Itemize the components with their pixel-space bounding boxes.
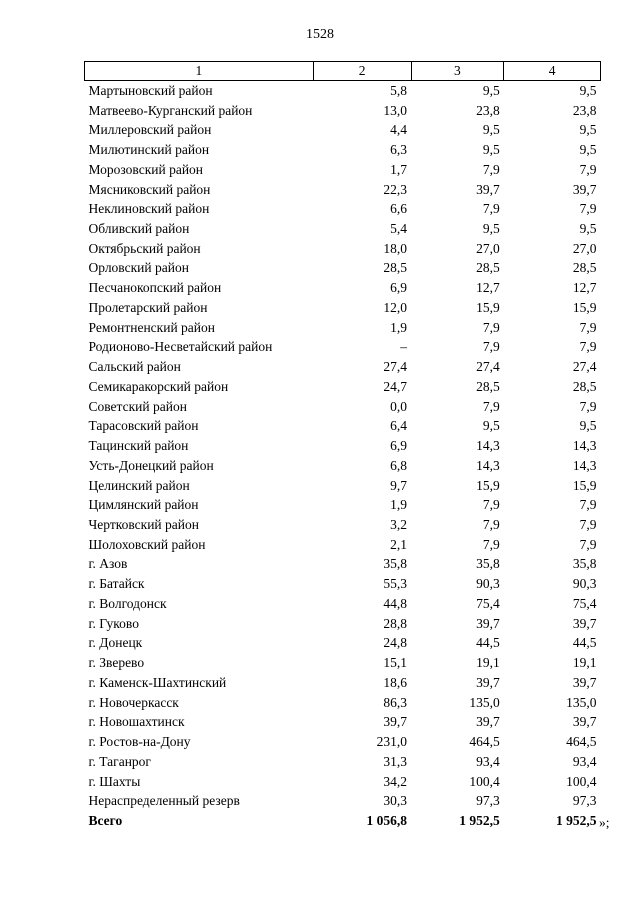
row-value: 13,0	[383, 102, 407, 118]
allocation-table	[84, 61, 601, 831]
row-value: 9,5	[482, 82, 500, 98]
row-value: 97,3	[572, 793, 597, 809]
table-row	[85, 574, 601, 594]
row-label: Милютинский район	[88, 142, 210, 158]
row-value: 35,8	[383, 556, 407, 572]
table-row	[85, 772, 601, 792]
row-value: 14,3	[476, 457, 500, 473]
row-value: 27,4	[383, 359, 407, 375]
row-value: 1,9	[390, 319, 407, 335]
row-value: 7,9	[482, 517, 500, 533]
table-row	[85, 416, 601, 436]
row-value: 12,7	[572, 280, 597, 296]
row-value: 30,3	[383, 793, 407, 809]
row-value: 7,9	[579, 536, 597, 552]
row-value: 7,9	[579, 161, 597, 177]
row-value: 1 952,5	[556, 813, 597, 829]
row-value: 9,5	[579, 122, 597, 138]
row-value: 14,3	[476, 438, 500, 454]
row-label: Неклиновский район	[88, 201, 210, 217]
table-row	[85, 357, 601, 377]
row-label: Тарасовский район	[88, 418, 199, 434]
row-value: 7,9	[482, 398, 500, 414]
row-value: 6,4	[390, 418, 407, 434]
row-value: 0,0	[390, 398, 407, 414]
row-label: г. Новочеркасск	[88, 694, 179, 710]
row-value: –	[400, 339, 407, 355]
row-value: 18,6	[383, 674, 407, 690]
row-value: 1 952,5	[459, 813, 500, 829]
table-row	[85, 219, 601, 239]
table-row	[85, 515, 601, 535]
row-label: Усть-Донецкий район	[88, 457, 214, 473]
row-value: 19,1	[476, 655, 500, 671]
row-value: 7,9	[482, 201, 500, 217]
table-row	[85, 476, 601, 496]
row-value: 27,4	[476, 359, 500, 375]
row-value: 7,9	[579, 201, 597, 217]
table-body	[85, 81, 601, 831]
row-value: 75,4	[572, 595, 597, 611]
row-label: г. Ростов-на-Дону	[88, 734, 191, 750]
table-row	[85, 673, 601, 693]
row-label: Мартыновский район	[88, 82, 213, 98]
row-value: 1 056,8	[366, 813, 407, 829]
row-value: 55,3	[383, 576, 407, 592]
row-label: Нераспределенный резерв	[88, 793, 240, 809]
row-value: 31,3	[383, 753, 407, 769]
row-value: 97,3	[476, 793, 500, 809]
row-value: 18,0	[383, 240, 407, 256]
row-value: 39,7	[476, 615, 500, 631]
column-header: 3	[411, 62, 504, 81]
row-value: 44,8	[383, 595, 407, 611]
row-label: Обливский район	[88, 221, 190, 236]
row-value: 44,5	[476, 635, 500, 651]
table-row	[85, 634, 601, 654]
row-label: Целинский район	[88, 477, 190, 493]
row-value: 7,9	[482, 319, 500, 335]
row-label: Цимлянский район	[88, 497, 199, 513]
column-header: 4	[504, 62, 601, 81]
row-value: 39,7	[572, 674, 597, 690]
row-label: г. Волгодонск	[88, 595, 167, 611]
row-label: г. Азов	[88, 556, 128, 572]
row-label: г. Зверево	[88, 655, 145, 671]
page-number: 1528	[306, 27, 334, 42]
row-value: 4,4	[390, 122, 407, 138]
table-row	[85, 713, 601, 733]
row-value: 39,7	[383, 714, 407, 730]
row-value: 3,2	[390, 517, 407, 533]
row-value: 1,9	[390, 497, 407, 513]
row-label: г. Новошахтинск	[88, 714, 185, 730]
row-label: Всего	[88, 813, 123, 829]
row-value: 7,9	[579, 497, 597, 513]
table-row	[85, 555, 601, 575]
row-value: 39,7	[572, 714, 597, 730]
row-value: 7,9	[579, 398, 597, 414]
table-row	[85, 298, 601, 318]
row-label: Пролетарский район	[88, 299, 208, 315]
row-value: 14,3	[572, 457, 597, 473]
row-value: 93,4	[476, 753, 500, 769]
row-label: Советский район	[88, 398, 187, 414]
table-header-row	[85, 62, 601, 81]
row-label: Октябрьский район	[88, 240, 201, 256]
row-value: 35,8	[476, 556, 500, 572]
row-value: 6,6	[390, 201, 407, 217]
table-row	[85, 81, 601, 101]
row-value: 39,7	[572, 615, 597, 631]
row-value: 15,9	[476, 299, 500, 315]
row-label: Миллеровский район	[88, 122, 212, 138]
row-label: Морозовский район	[88, 161, 204, 177]
table-row	[85, 259, 601, 279]
row-label: г. Каменск-Шахтинский	[88, 674, 227, 690]
table-row	[85, 653, 601, 673]
table-row	[85, 278, 601, 298]
table-row	[85, 614, 601, 634]
row-label: г. Донецк	[88, 635, 143, 651]
row-value: 6,3	[390, 142, 407, 158]
row-value: 14,3	[572, 438, 597, 454]
row-value: 7,9	[482, 161, 500, 177]
row-value: 34,2	[383, 773, 407, 789]
row-label: Чертковский район	[88, 517, 199, 533]
total-row	[85, 811, 601, 831]
table-row	[85, 239, 601, 259]
table-row	[85, 456, 601, 476]
row-label: г. Гуково	[88, 615, 139, 631]
table-row	[85, 535, 601, 555]
row-value: 9,5	[579, 82, 597, 98]
row-value: 24,7	[383, 378, 407, 394]
row-value: 28,5	[572, 260, 597, 276]
row-label: г. Батайск	[88, 576, 145, 592]
row-value: 6,8	[390, 457, 407, 473]
row-value: 9,5	[579, 221, 597, 236]
row-value: 7,9	[579, 517, 597, 533]
row-label: Тацинский район	[88, 438, 189, 454]
row-label: Ремонтненский район	[88, 319, 215, 335]
row-label: г. Шахты	[88, 773, 141, 789]
row-label: Песчанокопский район	[88, 280, 222, 296]
row-value: 231,0	[376, 734, 407, 750]
row-label: Орловский район	[88, 260, 189, 276]
row-value: 28,5	[572, 378, 597, 394]
table-row	[85, 318, 601, 338]
row-value: 9,5	[482, 142, 500, 158]
row-value: 28,5	[476, 378, 500, 394]
row-label: Родионово-Несветайский район	[88, 339, 273, 355]
row-value: 9,7	[390, 477, 407, 493]
row-value: 1,7	[390, 161, 407, 177]
table-row	[85, 495, 601, 515]
row-value: 27,4	[572, 359, 597, 375]
table-row	[85, 397, 601, 417]
row-value: 12,7	[476, 280, 500, 296]
row-value: 44,5	[572, 635, 597, 651]
row-value: 22,3	[383, 181, 407, 197]
row-value: 39,7	[476, 181, 500, 197]
row-value: 5,8	[390, 82, 407, 98]
table-row	[85, 377, 601, 397]
table-row	[85, 693, 601, 713]
row-value: 27,0	[476, 240, 500, 256]
table-row	[85, 436, 601, 456]
row-value: 86,3	[383, 694, 407, 710]
row-value: 28,5	[476, 260, 500, 276]
table-row	[85, 120, 601, 140]
row-value: 15,9	[572, 299, 597, 315]
row-value: 100,4	[566, 773, 597, 789]
row-value: 9,5	[482, 122, 500, 138]
row-value: 90,3	[476, 576, 500, 592]
column-header: 2	[313, 62, 411, 81]
column-header: 1	[85, 62, 314, 81]
row-value: 7,9	[482, 536, 500, 552]
row-value: 5,4	[390, 221, 407, 236]
closing-quote-mark: »;	[599, 815, 610, 830]
row-value: 15,9	[572, 477, 597, 493]
row-label: Семикаракорский район	[88, 378, 229, 394]
row-value: 39,7	[476, 674, 500, 690]
row-value: 7,9	[579, 319, 597, 335]
row-value: 28,5	[383, 260, 407, 276]
table-row	[85, 160, 601, 180]
row-value: 6,9	[390, 438, 407, 454]
row-value: 9,5	[482, 418, 500, 434]
row-label: Сальский район	[88, 359, 181, 375]
row-value: 464,5	[566, 734, 597, 750]
table-row	[85, 180, 601, 200]
row-value: 6,9	[390, 280, 407, 296]
row-value: 23,8	[476, 102, 500, 118]
row-value: 75,4	[476, 595, 500, 611]
row-value: 9,5	[482, 221, 500, 236]
row-value: 39,7	[476, 714, 500, 730]
table-row	[85, 338, 601, 358]
row-label: Мясниковский район	[88, 181, 211, 197]
table-row	[85, 752, 601, 772]
row-value: 7,9	[482, 497, 500, 513]
row-value: 93,4	[572, 753, 597, 769]
row-label: г. Таганрог	[88, 753, 151, 769]
table-row	[85, 140, 601, 160]
row-value: 9,5	[579, 142, 597, 158]
table-row	[85, 594, 601, 614]
row-value: 90,3	[572, 576, 597, 592]
row-value: 15,1	[383, 655, 407, 671]
row-value: 19,1	[572, 655, 597, 671]
row-value: 35,8	[572, 556, 597, 572]
table-row	[85, 791, 601, 811]
row-value: 2,1	[390, 536, 407, 552]
row-value: 100,4	[469, 773, 500, 789]
row-value: 7,9	[482, 339, 500, 355]
row-value: 27,0	[572, 240, 597, 256]
row-value: 9,5	[579, 418, 597, 434]
row-value: 23,8	[572, 102, 597, 118]
row-value: 12,0	[383, 299, 407, 315]
table-row	[85, 732, 601, 752]
table-row	[85, 101, 601, 121]
row-value: 135,0	[566, 694, 597, 710]
table-row	[85, 199, 601, 219]
row-value: 464,5	[469, 734, 500, 750]
row-label: Матвеево-Курганский район	[88, 102, 253, 118]
row-value: 15,9	[476, 477, 500, 493]
row-value: 7,9	[579, 339, 597, 355]
row-label: Шолоховский район	[88, 536, 206, 552]
row-value: 28,8	[383, 615, 407, 631]
row-value: 135,0	[469, 694, 500, 710]
row-value: 39,7	[572, 181, 597, 197]
row-value: 24,8	[383, 635, 407, 651]
